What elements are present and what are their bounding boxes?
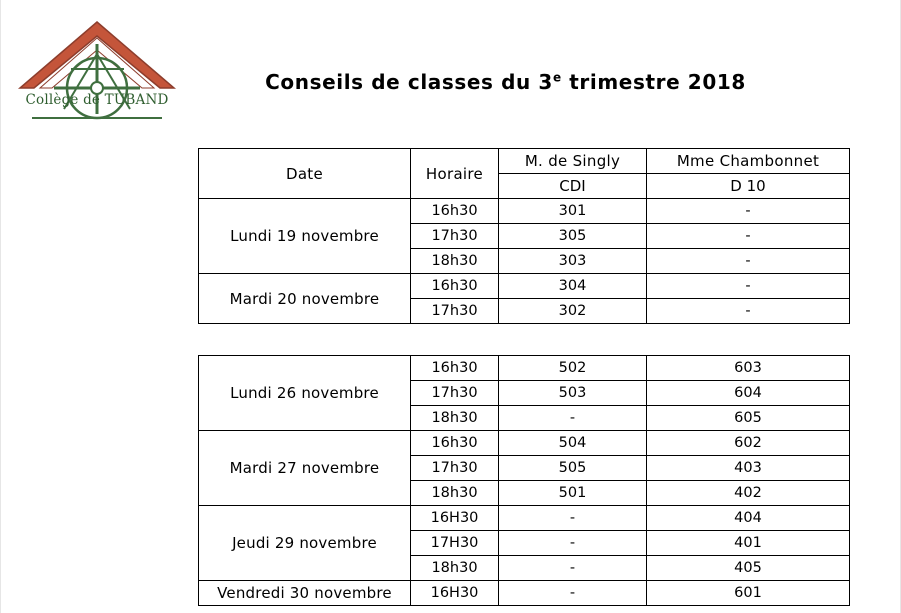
cell-chambonnet: - — [647, 224, 850, 249]
cell-singly: 303 — [499, 249, 647, 274]
page-title-after: trimestre 2018 — [561, 70, 746, 94]
cell-chambonnet: 604 — [647, 381, 850, 406]
cell-singly: 501 — [499, 481, 647, 506]
table-row — [199, 274, 850, 299]
cell-date: Lundi 26 novembre — [199, 356, 411, 431]
cell-date: Vendredi 30 novembre — [199, 581, 411, 606]
cell-singly: 502 — [499, 356, 647, 381]
table-row — [199, 199, 850, 224]
cell-horaire: 18h30 — [411, 481, 499, 506]
page-title-ordinal: e — [552, 70, 562, 85]
cell-date: Mardi 20 novembre — [199, 274, 411, 324]
table-row — [199, 581, 850, 606]
table-row — [199, 356, 850, 381]
header-teacher-singly: M. de Singly — [499, 149, 647, 174]
header-room-d10: D 10 — [647, 174, 850, 199]
cell-chambonnet: - — [647, 299, 850, 324]
cell-chambonnet: - — [647, 274, 850, 299]
cell-singly: - — [499, 406, 647, 431]
cell-horaire: 16h30 — [411, 274, 499, 299]
cell-singly: - — [499, 506, 647, 531]
cell-chambonnet: 405 — [647, 556, 850, 581]
cell-horaire: 16h30 — [411, 356, 499, 381]
cell-singly: - — [499, 581, 647, 606]
cell-singly: 305 — [499, 224, 647, 249]
cell-singly: 503 — [499, 381, 647, 406]
table-header-row-1 — [199, 149, 850, 174]
cell-horaire: 16h30 — [411, 199, 499, 224]
cell-chambonnet: - — [647, 249, 850, 274]
header-horaire: Horaire — [411, 149, 499, 199]
cell-horaire: 17h30 — [411, 456, 499, 481]
schedule-table-november-26-30 — [198, 355, 850, 606]
cell-chambonnet: 602 — [647, 431, 850, 456]
cell-horaire: 17h30 — [411, 224, 499, 249]
cell-singly: 301 — [499, 199, 647, 224]
cell-horaire: 18h30 — [411, 406, 499, 431]
cell-horaire: 18h30 — [411, 249, 499, 274]
cell-chambonnet: 603 — [647, 356, 850, 381]
table-row — [199, 431, 850, 456]
cell-horaire: 17H30 — [411, 531, 499, 556]
cell-date: Jeudi 29 novembre — [199, 506, 411, 581]
schedule-table-november-19-20 — [198, 148, 850, 324]
cell-singly: 504 — [499, 431, 647, 456]
cell-singly: 304 — [499, 274, 647, 299]
header-teacher-chambonnet: Mme Chambonnet — [647, 149, 850, 174]
cell-date: Lundi 19 novembre — [199, 199, 411, 274]
cell-chambonnet: 404 — [647, 506, 850, 531]
school-logo-caption: Collège de TUBAND — [25, 92, 169, 108]
cell-singly: 505 — [499, 456, 647, 481]
cell-horaire: 17h30 — [411, 299, 499, 324]
page-title-before: Conseils de classes du 3 — [265, 70, 553, 94]
cell-chambonnet: 403 — [647, 456, 850, 481]
cell-horaire: 17h30 — [411, 381, 499, 406]
cell-horaire: 16H30 — [411, 581, 499, 606]
page-title — [0, 70, 901, 94]
cell-singly: - — [499, 531, 647, 556]
cell-chambonnet: - — [647, 199, 850, 224]
cell-singly: - — [499, 556, 647, 581]
cell-horaire: 18h30 — [411, 556, 499, 581]
cell-chambonnet: 605 — [647, 406, 850, 431]
cell-chambonnet: 402 — [647, 481, 850, 506]
cell-horaire: 16h30 — [411, 431, 499, 456]
header-date: Date — [199, 149, 411, 199]
cell-horaire: 16H30 — [411, 506, 499, 531]
cell-date: Mardi 27 novembre — [199, 431, 411, 506]
cell-chambonnet: 401 — [647, 531, 850, 556]
cell-chambonnet: 601 — [647, 581, 850, 606]
header-room-cdi: CDI — [499, 174, 647, 199]
table-row — [199, 506, 850, 531]
cell-singly: 302 — [499, 299, 647, 324]
